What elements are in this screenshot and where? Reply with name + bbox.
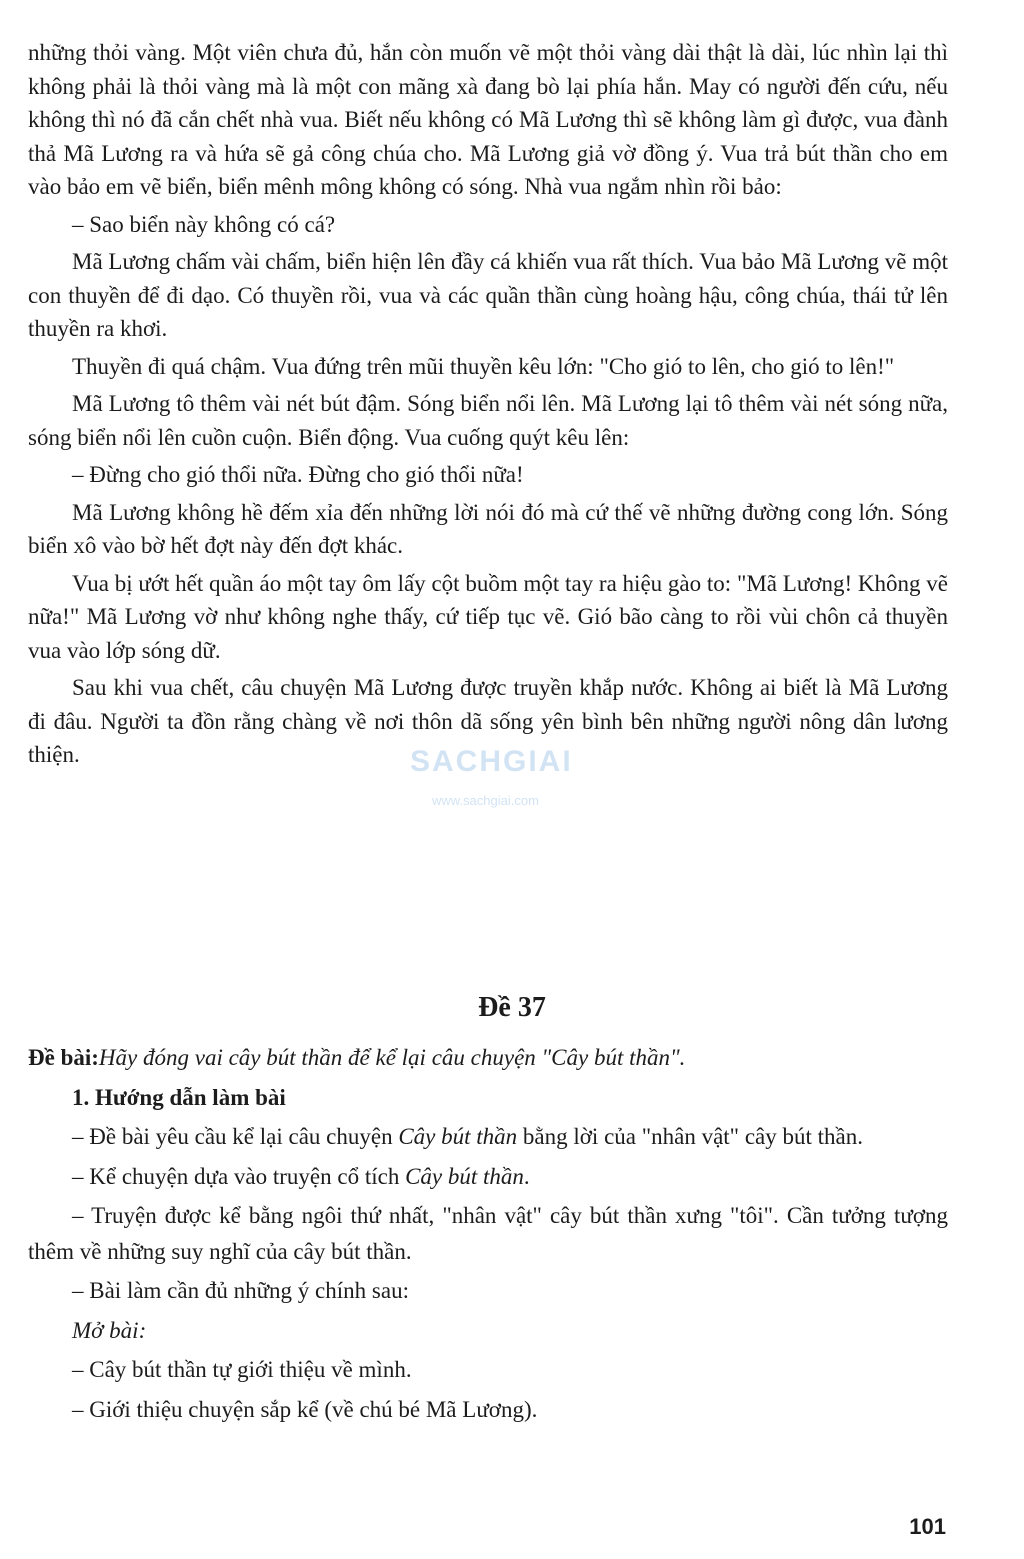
watermark-title: SACHGIAI [410,745,573,778]
paragraph: Thuyền đi quá chậm. Vua đứng trên mũi thuyền kêu lớn: "Cho gió to lên, cho gió to lên!" [72,353,895,379]
guide-text: . [523,1163,530,1189]
guide-text: bằng lời của "nhân vật" cây bút thần. [517,1124,863,1149]
guide-item: – Bài làm cần đủ những ý chính sau: [72,1278,409,1303]
guide-italic-title: Cây bút thần [405,1163,524,1189]
exercise-section [28,1040,948,1431]
guide-item: – Cây bút thần tự giới thiệu về mình. [72,1357,412,1382]
guide-item: – Truyện được kể bằng ngôi thứ nhất, "nhân vật" cây bút thần xưng "tôi". Cần tưởng tượng thêm về những suy nghĩ của cây bút thần. [28,1203,948,1264]
paragraph: Vua bị ướt hết quần áo một tay ôm lấy cột buồm một tay ra hiệu gào to: "Mã Lương! Không vẽ nữa!" Mã Lương vờ như không nghe thấy, cứ tiếp tục vẽ. Gió bão càng to rồi vùi chôn cả thuyền vua vào lớp sóng dữ. [28,570,948,663]
guide-item [28,1119,948,1155]
paragraph: – Sao biển này không có cá? [72,211,336,237]
watermark-url: www.sachgiai.com [432,793,539,808]
paragraph: Mã Lương chấm vài chấm, biển hiện lên đầy cá khiến vua rất thích. Vua bảo Mã Lương vẽ một con thuyền để đi dạo. Có thuyền rồi, vua và các quần thần cùng hoàng hậu, công chúa, thái tử lên thuyền ra khơi. [28,249,948,341]
section-title: 1. Hướng dẫn làm bài [72,1084,286,1110]
paragraph: Mã Lương tô thêm vài nét bút đậm. Sóng biển nổi lên. Mã Lương lại tô thêm vài nét sóng nữa, sóng biển nổi lên cuồn cuộn. Biển động. Vua cuống quýt kêu lên: [28,391,948,450]
intro-label: Mở bài: [72,1317,147,1343]
paragraph: Mã Lương không hề đếm xỉa đến những lời nói đó mà cứ thế vẽ những đường cong lớn. Sóng biển xô vào bờ hết đợt này đến đợt khác. [28,499,948,558]
guide-text: – Kể chuyện dựa vào truyện cổ tích [72,1163,406,1189]
guide-item: – Giới thiệu chuyện sắp kể (về chú bé Mã Lương). [72,1396,538,1422]
task-label: Đề bài: [28,1045,99,1070]
guide-text: – Đề bài yêu cầu kể lại câu chuyện [72,1124,399,1149]
page-number: 101 [909,1514,946,1539]
paragraph: Sau khi vua chết, câu chuyện Mã Lương được truyền khắp nước. Không ai biết là Mã Lương đi đâu. Người ta đồn rằng chàng về nơi thôn dã sống yên bình bên những người nông dân lương thiện. [28,675,948,767]
paragraph: – Đừng cho gió thổi nữa. Đừng cho gió thổi nữa! [72,462,524,487]
story-text [28,36,948,776]
guide-italic-title: Cây bút thần [398,1124,518,1149]
exercise-heading: Đề 37 [478,992,546,1023]
task-text: Hãy đóng vai cây bút thần để kể lại câu chuyện "Cây bút thần". [98,1045,686,1070]
paragraph: những thỏi vàng. Một viên chưa đủ, hắn còn muốn vẽ một thỏi vàng dài thật là dài, lúc nhìn lại thì không phải là thỏi vàng mà là một con mãng xà đang bò lại phía hắn. May có người đến cứu, nếu không thì nó đã cắn chết nhà vua. Biết nếu không có Mã Lương thì sẽ không làm gì được, vua đành thả Mã Lương ra và hứa sẽ gả công chúa cho. Mã Lương giả vờ đồng ý. Vua trả bút thần cho em vào bảo em vẽ biển, biển mênh mông không có sóng. Nhà vua ngắm nhìn rồi bảo: [28,40,948,199]
task-statement [28,1040,948,1076]
guide-item [28,1159,948,1195]
